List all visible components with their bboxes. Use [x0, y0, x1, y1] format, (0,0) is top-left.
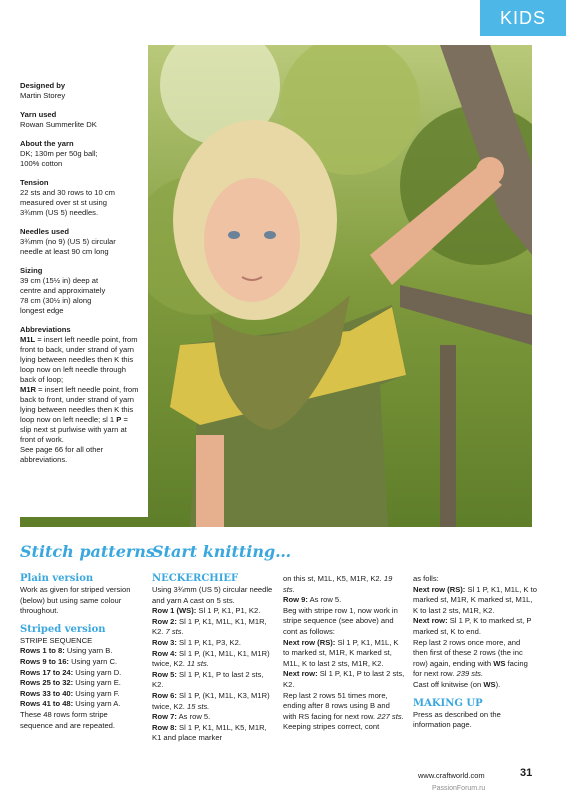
footer-url: www.craftworld.com — [418, 771, 485, 780]
stripe-row: Rows 17 to 24: Using yarn D. — [20, 667, 122, 677]
stripe-row: Rows 25 to 32: Using yarn E. — [20, 678, 121, 688]
watermark: PassionForum.ru — [432, 785, 486, 792]
stripe-row: Rows 33 to 40: Using yarn F. — [20, 688, 120, 698]
about-yarn-block: About the yarn DK; 130m per 50g ball; 100% cotton — [20, 139, 98, 168]
stripe-row: Rows 41 to 48: Using yarn A. — [20, 699, 121, 709]
instructions-column-3: on this st, M1L, K5, M1R, K2. 19 sts. Row 9: As row 5. Beg with stripe row 1, now work in stripe sequence (see above) and cont as follows: Next row (RS): Sl 1 P, K1, M1L, K to marked st, M1R, K marked st, M1L, K to last 2 sts, M1R, K2. Next row: Sl 1 P, K1, P to last 2 sts, K2. Rep last 2 rows 51 times more, ending after 8 rows using B and with RS facing for next row. 227 sts. Keeping stripes correct, cont — [283, 574, 405, 732]
needles-block: Needles used 3¾mm (no 9) (US 5) circular needle at least 90 cm long — [20, 227, 116, 256]
page-number: 31 — [520, 767, 533, 779]
stripe-row: Rows 1 to 8: Using yarn B. — [20, 646, 113, 656]
stripe-row: Rows 9 to 16: Using yarn C. — [20, 656, 118, 666]
yarn-used-block: Yarn used Rowan Summerlite DK — [20, 110, 97, 129]
pattern-info-sidebar — [20, 45, 148, 517]
instructions-column-4: as folls: Next row (RS): Sl 1 P, K1, M1L, K to marked st, M1R, K marked st, M1L, K to last 2 sts, M1R, K2. Next row: Sl 1 P, K to marked st, P marked st, K to end. Rep last 2 rows once more, and then first of these 2 rows (the inc row) again, ending with WS facing for next row. 239 sts. Cast off knitwise (on WS). MAKING UP Press as described on the information page. — [413, 574, 537, 730]
abbreviations-block: Abbreviations M1L = insert left needle point, from front to back, under strand of yarn lying between needles then K this loop now on left needle through back of loop; M1R = insert left needle point, from back to front, under strand of yarn lying between needles then K this loop now on left needle; sl 1 P = slip next st purlwise with yarn at front of work. See page 66 for all other abbreviations. — [20, 325, 139, 464]
stitch-patterns-column: Plain version Work as given for striped version (below) but using same colour throughout. Striped version STRIPE SEQUENCE Rows 1 to 8: Using yarn B. Rows 9 to 16: Using yarn C. Rows 17 to 24: Using yarn D. Rows 25 to 32: Using yarn E. Rows 33 to 40: Using yarn F. Rows 41 to 48: Using yarn A. These 48 rows form stripe sequence and are repeated. — [20, 572, 142, 731]
stitch-patterns-title: Stitch patterns — [20, 542, 155, 561]
start-knitting-title: Start knitting… — [152, 542, 292, 561]
designed-by-block: Designed by Martin Storey — [20, 81, 66, 100]
tension-block: Tension 22 sts and 30 rows to 10 cm measured over st st using 3¾mm (US 5) needles. — [20, 178, 115, 217]
section-tab-kids: KIDS — [480, 0, 566, 36]
sizing-block: Sizing 39 cm (15½ in) deep at centre and approximately 78 cm (30½ in) along longest edge — [20, 266, 106, 315]
neckerchief-column: NECKERCHIEF Using 3¾mm (US 5) circular needle and yarn A cast on 5 sts. Row 1 (WS): Sl 1 P, K1, P1, K2. Row 2: Sl 1 P, K1, M1L, K1, M1R, K2. 7 sts. Row 3: Sl 1 P, K1, P3, K2. Row 4: Sl 1 P, (K1, M1L, K1, M1R) twice, K2. 11 sts. Row 5: Sl 1 P, K1, P to last 2 sts, K2. Row 6: Sl 1 P, (K1, M1L, K3, M1R) twice, K2. 15 sts. Row 7: As row 5. Row 8: Sl 1 P, K1, M1L, K5, M1R, K1 and place marker — [152, 573, 273, 743]
